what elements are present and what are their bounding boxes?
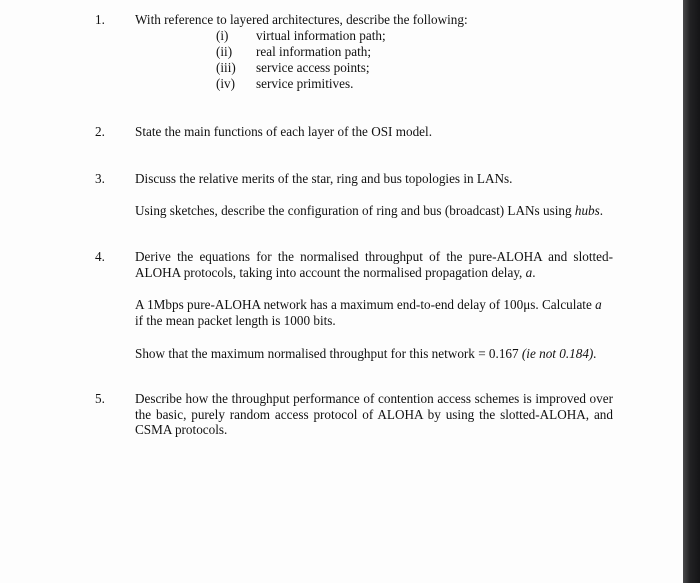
question-5-text: Describe how the throughput performance of contention access schemes is improved over the basic, purely random access protocol of ALOHA by using the slotted-ALOHA, and CSMA protocols. [135,391,613,437]
list-item-text: service access points; [256,60,370,75]
question-2-text: State the main functions of each layer of the OSI model. [135,124,432,139]
question-4-paragraph-1: Derive the equations for the normalised throughput of the pure-ALOHA and slotted-ALOHA protocols, taking into account the normalised propagation delay, a. [135,249,613,280]
question-1-text: With reference to layered architectures, describe the following: [135,12,468,27]
list-item-numeral: (iii) [216,60,236,75]
question-2-number: 2. [95,124,105,139]
list-item-text: service primitives. [256,76,354,91]
question-4-number: 4. [95,249,105,264]
question-5-number: 5. [95,391,105,406]
list-item-text: virtual information path; [256,28,386,43]
question-1-number: 1. [95,12,105,27]
question-3-paragraph-1: Discuss the relative merits of the star, ring and bus topologies in LANs. [135,171,513,186]
list-item-numeral: (ii) [216,44,233,59]
question-4-paragraph-2: A 1Mbps pure-ALOHA network has a maximum end-to-end delay of 100μs. Calculate a if the mean packet length is 1000 bits. [135,297,602,328]
background-edge [683,0,700,583]
question-4-paragraph-3: Show that the maximum normalised throughput for this network = 0.167 (ie not 0.184). [135,346,597,361]
question-3-number: 3. [95,171,105,186]
list-item-text: real information path; [256,44,371,59]
list-item-numeral: (iv) [216,76,236,91]
question-3-paragraph-2: Using sketches, describe the configuration of ring and bus (broadcast) LANs using hubs. [135,203,604,218]
list-item-numeral: (i) [216,28,229,43]
